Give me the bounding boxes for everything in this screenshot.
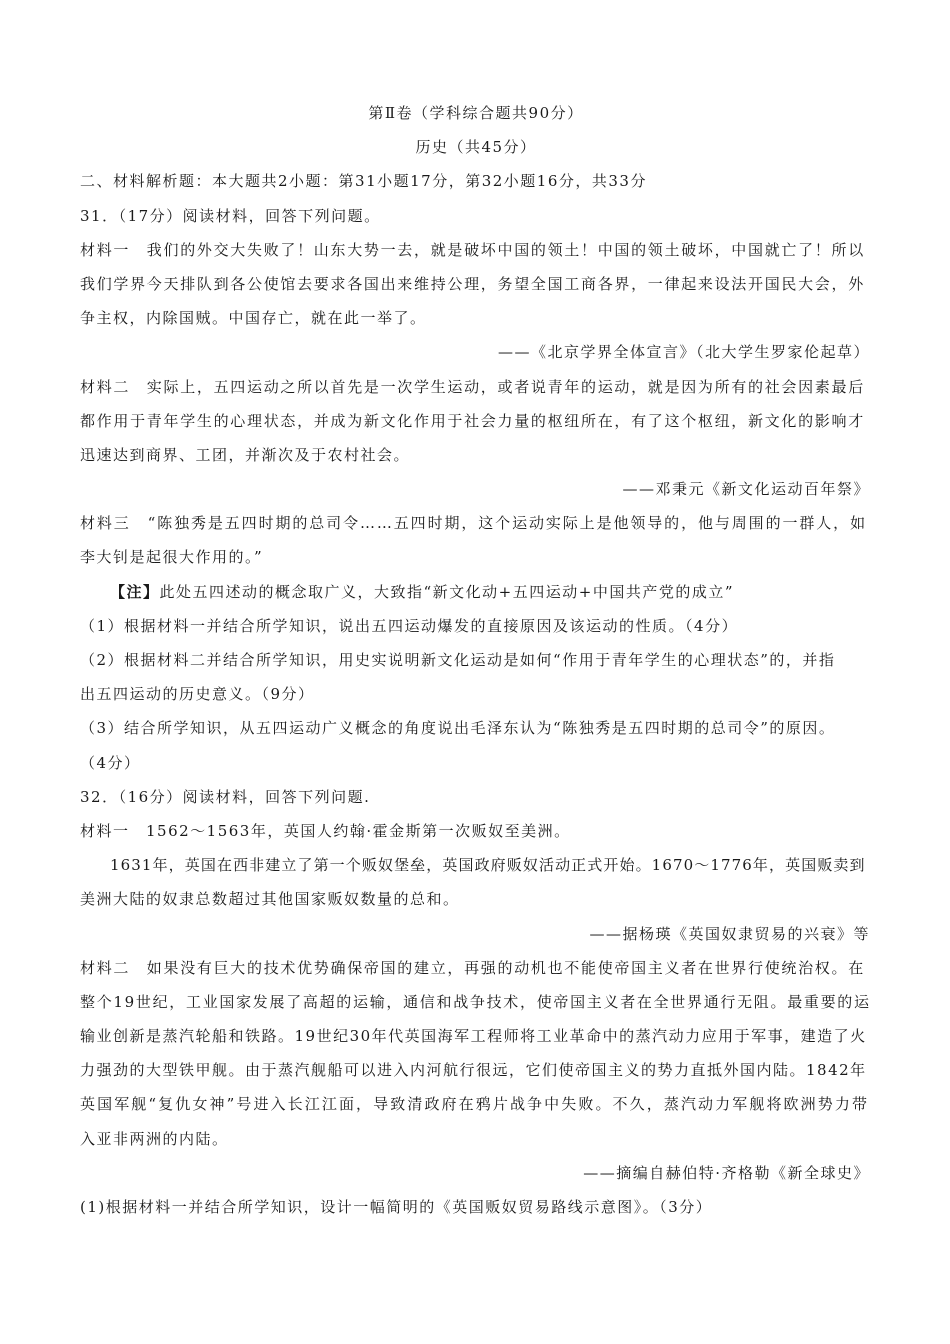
q32-material1-source: ——据杨瑛《英国奴隶贸易的兴衰》等 [589,924,870,943]
q31-material1-line: 材料一 我们的外交大失败了！山东大势一去，就是破坏中国的领土！中国的领土破坏，中国就亡了！所以 [80,240,865,259]
q31-material1-line: 我们学界今天排队到各公使馆去要求各国出来维持公理，务望全国工商各界，一律起来设法开国民大会，外 [80,274,865,293]
q32-material2-line: 输业创新是蒸汽轮船和铁路。19世纪30年代英国海军工程师将工业革命中的蒸汽动力应用于军事，建造了火 [80,1027,867,1046]
note-tag: 【注】 [110,582,160,601]
q32-material1-line: 材料一 1562～1563年，英国人约翰·霍金斯第一次贩奴至美洲。 [80,821,571,840]
q32-material2-line: 整个19世纪，工业国家发展了高超的运输，通信和战争技术，使帝国主义者在全世界通行无阻。最重要的运 [80,992,871,1011]
q31-question-line: 出五四运动的历史意义。（9分） [80,685,315,704]
q31-material2-line: 迅速达到商界、工团，并渐次及于农村社会。 [80,445,411,464]
q31-material3-line: 李大钊是起很大作用的。” [80,548,264,567]
q31-material1-line: 争主权，内除国贼。中国存亡，就在此一举了。 [80,309,427,328]
subject-heading: 历史（共45分） [415,138,537,157]
section-heading: 二、材料解析题：本大题共2小题：第31小题17分，第32小题16分，共33分 [80,172,647,191]
q31-question-line: （4分） [80,753,141,772]
q32-material2-line: 材料二 如果没有巨大的技术优势确保帝国的建立，再强的动机也不能使帝国主义者在世界行使统治权。在 [80,958,865,977]
q31-material2-line: 材料二 实际上，五四运动之所以首先是一次学生运动，或者说青年的运动，就是因为所有的社会因素最后 [80,377,865,396]
q32-material1-line: 1631年，英国在西非建立了第一个贩奴堡垒，英国政府贩奴活动正式开始。1670～1776年，英国贩卖到 [110,856,866,875]
volume-heading: 第Ⅱ卷（学科综合题共90分） [368,104,584,122]
q32-question-line: (1)根据材料一并结合所学知识，设计一幅简明的《英国贩奴贸易路线示意图》。（3分） [80,1198,713,1216]
q31-material3-line: 材料三 “陈独秀是五四时期的总司令……五四时期，这个运动实际上是他领导的，他与周围的一群人，如 [80,514,867,533]
q31-question-line: （2）根据材料二并结合所学知识，用史实说明新文化运动是如何“作用于青年学生的心理状态”的，并指 [80,651,836,669]
q32-material2-line: 英国军舰“复仇女神”号进入长江江面，导致清政府在鸦片战争中失败。不久，蒸汽动力军舰将欧洲势力带 [80,1095,870,1114]
q31-material1-source: ——《北京学界全体宣言》（北大学生罗家伦起草） [497,343,870,362]
q31-note [80,575,872,609]
q32-material1-line: 美洲大陆的奴隶总数超过其他国家贩奴数量的总和。 [80,890,460,909]
q31-material2-source: ——邓秉元《新文化运动百年祭》 [622,480,870,499]
q32-material2-line: 力强劲的大型铁甲舰。由于蒸汽舰船可以进入内河航行很远，它们使帝国主义的势力直抵外国内陆。1842年 [80,1061,867,1080]
q31-question-line: （3）结合所学知识，从五四运动广义概念的角度说出毛泽东认为“陈独秀是五四时期的总司令”的原因。 [80,719,836,738]
q32-title: 32．（16分）阅读材料，回答下列问题. [80,787,371,806]
q32-material2-source: ——摘编自赫伯特·齐格勒《新全球史》 [583,1163,870,1182]
q31-title: 31．（17分）阅读材料，回答下列问题。 [80,206,381,225]
q31-question-line: （1）根据材料一并结合所学知识，说出五四运动爆发的直接原因及该运动的性质。（4分） [80,616,739,635]
q31-material2-line: 都作用于青年学生的心理状态，并成为新文化作用于社会力量的枢纽所在，有了这个枢纽，新文化的影响才 [80,411,865,430]
exam-page [80,96,872,1224]
q32-material2-line: 入亚非两洲的内陆。 [80,1129,229,1148]
note-text: 此处五四述动的概念取广义，大致指“新文化动+五四运动+中国共产党的成立” [159,582,734,601]
